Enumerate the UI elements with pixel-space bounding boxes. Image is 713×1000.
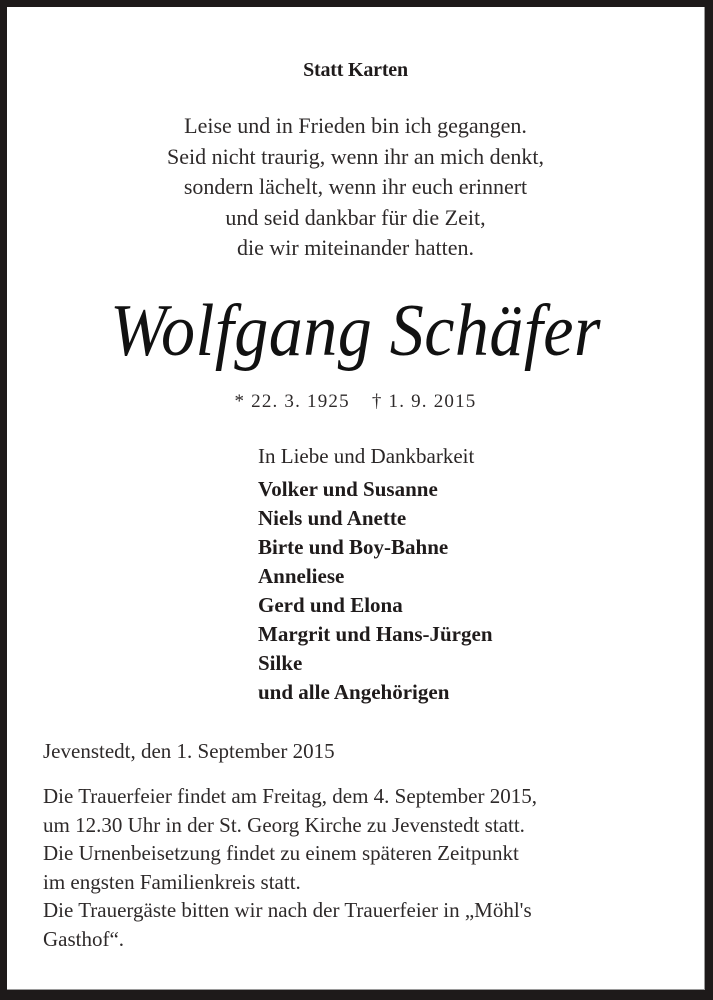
funeral-details: [43, 782, 693, 953]
poem-line: Seid nicht traurig, wenn ihr an mich denkt,: [167, 143, 544, 169]
details-line: im engsten Familienkreis statt.: [43, 869, 301, 894]
family-member: und alle Angehörigen: [258, 680, 450, 704]
family-member: Niels und Anette: [258, 506, 407, 530]
details-line: Die Urnenbeisetzung findet zu einem späteren Zeitpunkt: [43, 841, 519, 865]
details-line: um 12.30 Uhr in der St. Georg Kirche zu Jevenstedt statt.: [43, 812, 525, 837]
poem-line: die wir miteinander hatten.: [236, 235, 475, 260]
birth-date: * 22. 3. 1925: [234, 391, 350, 412]
poem-line: sondern lächelt, wenn ihr euch erinnert: [183, 174, 528, 199]
poem-line: und seid dankbar für die Zeit,: [225, 204, 486, 230]
family-member: Anneliese: [258, 564, 345, 588]
deceased-name: Wolfgang Schäfer: [110, 290, 601, 372]
details-line: Die Trauerfeier findet am Freitag, dem 4. September 2015,: [43, 784, 537, 808]
memorial-poem: [7, 111, 704, 264]
obituary-notice: [7, 7, 705, 990]
family-member: Margrit und Hans-Jürgen: [258, 622, 493, 646]
poem-line: Leise und in Frieden bin ich gegangen.: [184, 113, 527, 138]
family-intro: In Liebe und Dankbarkeit: [258, 444, 475, 468]
place-and-date: Jevenstedt, den 1. September 2015: [43, 739, 335, 763]
family-members-list: [258, 475, 493, 707]
family-member: Gerd und Elona: [258, 593, 403, 617]
life-dates: [7, 391, 704, 413]
details-line: Die Trauergäste bitten wir nach der Trauerfeier in „Möhl's: [43, 898, 532, 922]
family-member: Volker und Susanne: [258, 477, 438, 501]
family-member: Birte und Boy-Bahne: [258, 535, 449, 559]
family-section: [258, 441, 493, 707]
notice-header: Statt Karten: [303, 59, 408, 81]
details-line: Gasthof“.: [43, 926, 125, 951]
death-date: † 1. 9. 2015: [371, 391, 477, 412]
family-member: Silke: [258, 651, 303, 675]
